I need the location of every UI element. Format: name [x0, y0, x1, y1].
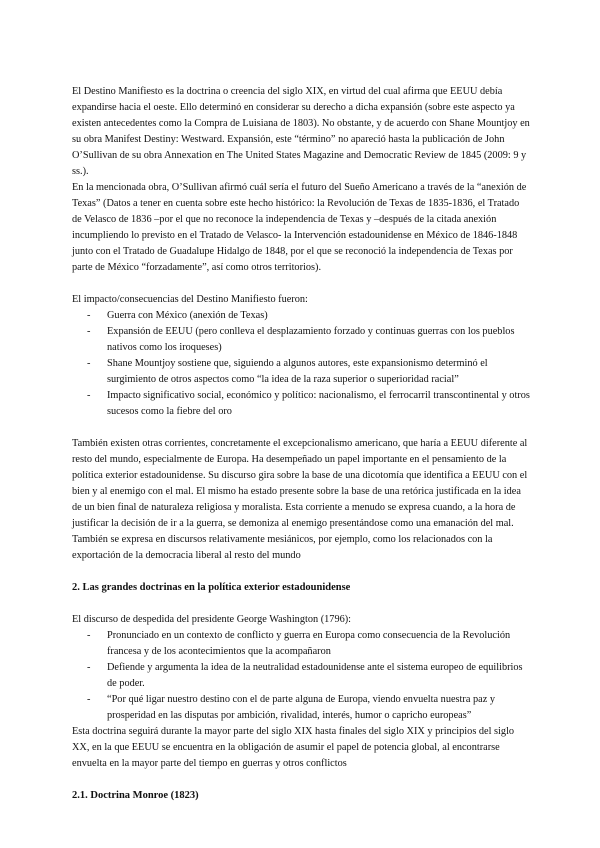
section-2-1-heading: 2.1. Doctrina Monroe (1823)	[72, 790, 199, 801]
document-body	[72, 84, 530, 804]
impact-list	[72, 308, 530, 420]
washington-list	[72, 628, 530, 724]
impact-lead: El impacto/consecuencias del Destino Manifiesto fueron:	[72, 294, 308, 305]
list-item: - “Por qué ligar nuestro destino con el de parte alguna de Europa, viendo envuelta nuestra paz y prosperidad en las disputas por ambición, rivalidad, interés, humor o capricho europeas”	[107, 692, 530, 724]
washington-lead: El discurso de despedida del presidente George Washington (1796):	[72, 614, 352, 625]
list-item: - Guerra con México (anexión de Texas)	[107, 308, 530, 324]
section-2-heading: 2. Las grandes doctrinas en la política exterior estadounidense	[72, 582, 351, 593]
intro-paragraph-1: El Destino Manifiesto es la doctrina o creencia del siglo XIX, en virtud del cual afirma que EEUU debía expandirse hacia el oeste. Ello determinó en considerar su derecho a dicha expansión (sobre este aspecto ya existen antecedentes como la Compra de Luisiana de 1803). No obstante, y de acuerdo con Shane Mountjoy en su obra Manifest Destiny: Westward. Expansión, este “término” no apareció hasta la publicación de John O’Sullivan de su obra Annexation en The United States Magazine and Democratic Review de 1845 (2009: 9 y ss.).	[72, 86, 530, 177]
exceptionalism-paragraph: También existen otras corrientes, concretamente el excepcionalismo americano, que haría a EEUU diferente al resto del mundo, especialmente de Europa. Ha desempeñado un papel importante en el pensamiento de la política exterior estadounidense. Su discurso gira sobre la base de una dicotomía que identifica a EEUU con el bien y al enemigo con el mal. El mismo ha estado presente sobre la base de una retórica justificada en la idea de un bien final de naturaleza religiosa y moralista. Esta corriente a menudo se expresa cuando, a la hora de justificar la decisión de ir a la guerra, se demoniza al enemigo presentándose como una emanación del mal. También se expresa en discursos relativamente mesiánicos, por ejemplo, como los relacionados con la exportación de la democracia liberal al resto del mundo	[72, 438, 528, 561]
intro-paragraph-2: En la mencionada obra, O’Sullivan afirmó cuál sería el futuro del Sueño Americano a través de la “anexión de Texas” (Datos a tener en cuenta sobre este hecho histórico: la Revolución de Texas de 1835-1836, el Tratado de Velasco de 1836 –por el que no reconoce la independencia de Texas y –después de la citada anexión incumpliendo lo previsto en el Tratado de Velasco- la Intervención estadounidense en México de 1846-1848 junto con el Tratado de Guadalupe Hidalgo de 1848, por el que se reconoció la independencia de Texas por parte de México “forzadamente”, así como otros territorios).	[72, 182, 527, 273]
list-item: - Pronunciado en un contexto de conflicto y guerra en Europa como consecuencia de la Revolución francesa y de los acontecimientos que la acompañaron	[107, 628, 530, 660]
doctrine-closing: Esta doctrina seguirá durante la mayor parte del siglo XIX hasta finales del siglo XIX y principios del siglo XX, en la que EEUU se encuentra en la obligación de asumir el papel de potencia global, al encontrarse envuelta en la mayor parte del tiempo en guerras y otros conflictos	[72, 726, 515, 769]
list-item: - Expansión de EEUU (pero conlleva el desplazamiento forzado y continuas guerras con los pueblos nativos como los iroqueses)	[107, 324, 530, 356]
list-item: - Impacto significativo social, económico y político: nacionalismo, el ferrocarril transcontinental y otros sucesos como la fiebre del oro	[107, 388, 530, 420]
list-item: - Defiende y argumenta la idea de la neutralidad estadounidense ante el sistema europeo de equilibrios de poder.	[107, 660, 530, 692]
list-item: - Shane Mountjoy sostiene que, siguiendo a algunos autores, este expansionismo determinó el surgimiento de otros aspectos como “la idea de la raza superior o superioridad racial”	[107, 356, 530, 388]
